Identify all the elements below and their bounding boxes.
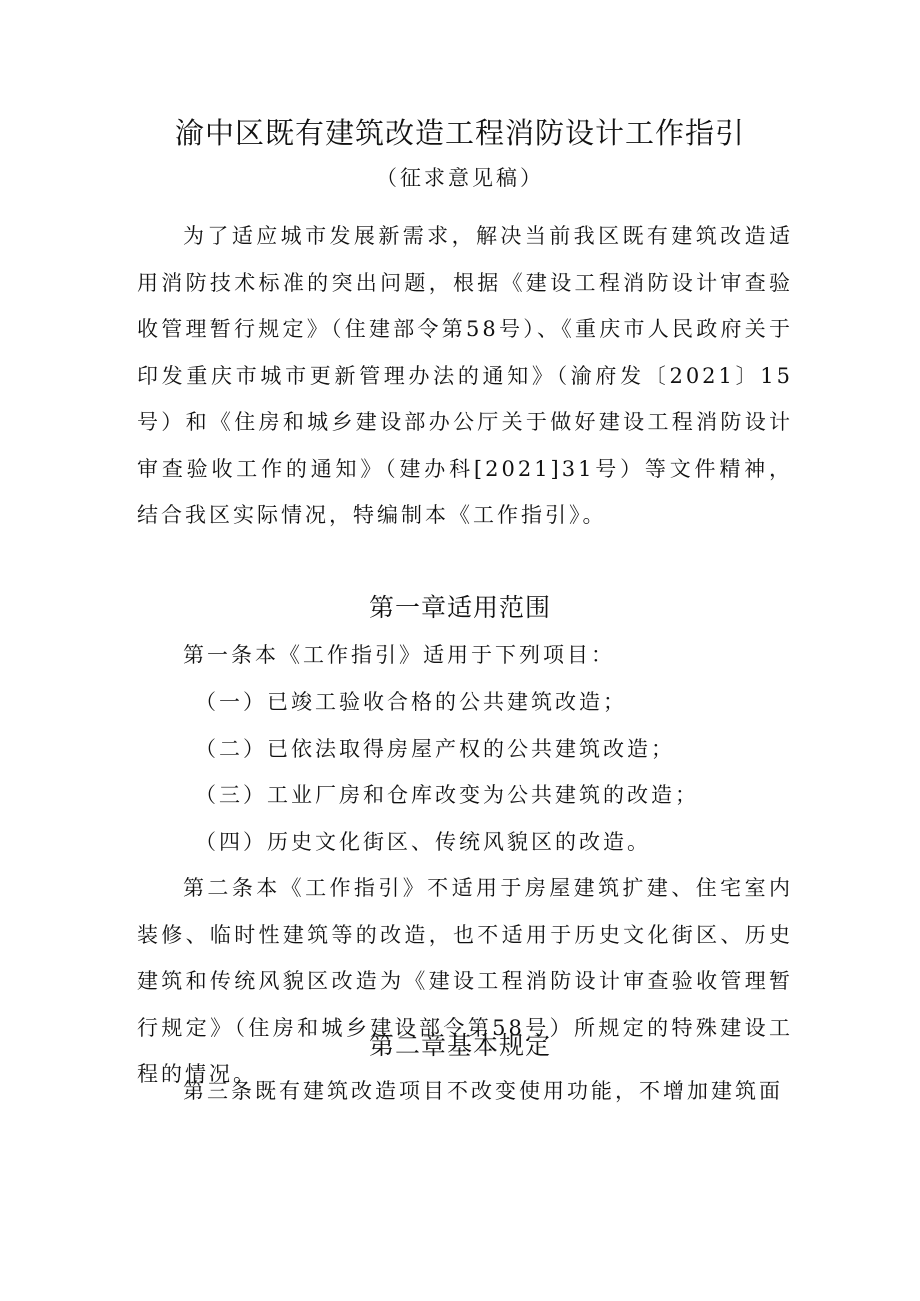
- article-3: 第三条既有建筑改造项目不改变使用功能，不增加建筑面: [183, 1079, 783, 1103]
- list-item: （二）已依法取得房屋产权的公共建筑改造；: [195, 737, 675, 761]
- document-title: 渝中区既有建筑改造工程消防设计工作指引: [174, 116, 745, 150]
- article-2: 第二条本《工作指引》不适用于房屋建筑扩建、住宅室内装修、临时性建筑等的改造，也不适用于历史文化街区、历史建筑和传统风貌区改造为《建设工程消防设计审查验收管理暂行规定》（住房和城乡建设部令第58号）所规定的特殊建设工程的情况。: [137, 876, 793, 1086]
- list-item: （四）历史文化街区、传统风貌区的改造。: [195, 830, 651, 854]
- list-item: （三）工业厂房和仓库改变为公共建筑的改造；: [195, 783, 699, 807]
- chapter-1-heading: 第一章适用范围: [368, 593, 551, 622]
- chapter-2-heading: 第二章基本规定: [368, 1031, 551, 1060]
- intro-paragraph: 为了适应城市发展新需求，解决当前我区既有建筑改造适用消防技术标准的突出问题，根据《建设工程消防设计审查验收管理暂行规定》（住建部令第58号）、《重庆市人民政府关于印发重庆市城市更新管理办法的通知》（渝府发〔2021〕15号）和《住房和城乡建设部办公厅关于做好建设工程消防设计审查验收工作的通知》（建办科[2021]31号）等文件精神，结合我区实际情况，特编制本《工作指引》。: [137, 224, 793, 527]
- list-item: （一）已竣工验收合格的公共建筑改造；: [195, 690, 627, 714]
- article-1: 第一条本《工作指引》适用于下列项目：: [183, 643, 615, 667]
- document-subtitle: （征求意见稿）: [376, 166, 544, 190]
